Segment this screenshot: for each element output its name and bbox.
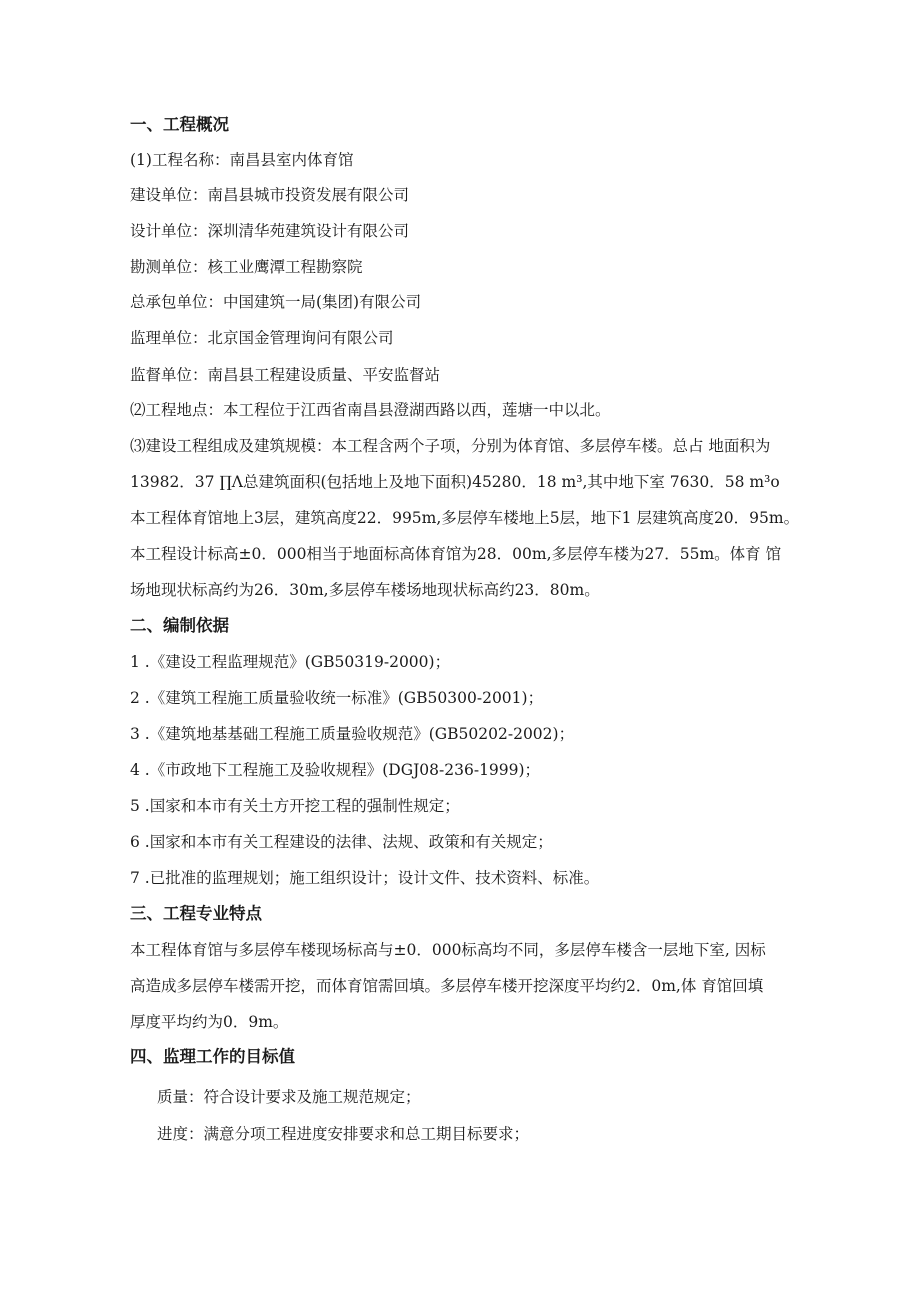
basis-list-item: 4 .《市政地下工程施工及验收规程》(DGJ08-236-1999)； [130, 761, 541, 779]
scale-paragraph-line: 13982．37 ∏Λ总建筑面积(包括地上及地下面积)45280．18 m³,其中地下室 7630．58 m³o [130, 473, 780, 491]
features-paragraph-line: 本工程体育馆与多层停车楼现场标高与±0．000标高均不同，多层停车楼含一层地下室, 因标 [130, 941, 766, 959]
basis-list-item: 2 .《建筑工程施工质量验收统一标准》(GB50300-2001)； [130, 689, 544, 707]
general-contractor-line: 总承包单位：中国建筑一局(集团)有限公司 [130, 293, 422, 311]
section-heading-basis: 二、编制依据 [130, 616, 229, 635]
project-name-line: (1)工程名称：南昌县室内体育馆 [130, 151, 354, 169]
survey-unit-line: 勘测单位：核工业鹰潭工程勘察院 [130, 258, 363, 276]
basis-list-item: 5 .国家和本市有关土方开挖工程的强制性规定； [130, 797, 460, 815]
construction-unit-line: 建设单位：南昌县城市投资发展有限公司 [130, 186, 410, 204]
features-paragraph-line: 厚度平均约为0．9m。 [130, 1013, 289, 1031]
oversight-unit-line: 监督单位：南昌县工程建设质量、平安监督站 [130, 366, 441, 384]
project-location-line: ⑵工程地点：本工程位于江西省南昌县澄湖西路以西，莲塘一中以北。 [130, 401, 611, 419]
section-heading-features: 三、工程专业特点 [130, 904, 262, 923]
supervision-unit-line: 监理单位：北京国金管理询问有限公司 [130, 329, 394, 347]
scale-paragraph-line: ⑶建设工程组成及建筑规模：本工程含两个子项，分别为体育馆、多层停车楼。总占 地面积为 [130, 437, 771, 455]
basis-list-item: 3 .《建筑地基基础工程施工质量验收规范》(GB50202-2002)； [130, 725, 575, 743]
features-paragraph-line: 高造成多层停车楼需开挖，而体育馆需回填。多层停车楼开挖深度平均约2．0m,体 育馆回填 [130, 977, 764, 995]
basis-list-item: 6 .国家和本市有关工程建设的法律、法规、政策和有关规定； [130, 833, 553, 851]
scale-paragraph-line: 本工程设计标高±0．000相当于地面标高体育馆为28．00m,多层停车楼为27．55m。体育 馆 [130, 545, 782, 563]
design-unit-line: 设计单位：深圳清华苑建筑设计有限公司 [130, 222, 410, 240]
scale-paragraph-line: 场地现状标高约为26．30m,多层停车楼场地现状标高约23．80m。 [130, 581, 600, 599]
section-heading-targets: 四、监理工作的目标值 [130, 1047, 295, 1066]
scale-paragraph-line: 本工程体育馆地上3层，建筑高度22．995m,多层停车楼地上5层，地下1 层建筑高度20．95m。 [130, 509, 800, 527]
basis-list-item: 7 .已批准的监理规划；施工组织设计；设计文件、技术资料、标准。 [130, 869, 600, 887]
target-quality-line: 质量：符合设计要求及施工规范规定； [157, 1088, 421, 1106]
basis-list-item: 1 .《建设工程监理规范》(GB50319-2000)； [130, 653, 451, 671]
section-heading-overview: 一、工程概况 [130, 115, 229, 134]
target-schedule-line: 进度：满意分项工程进度安排要求和总工期目标要求； [157, 1125, 530, 1143]
